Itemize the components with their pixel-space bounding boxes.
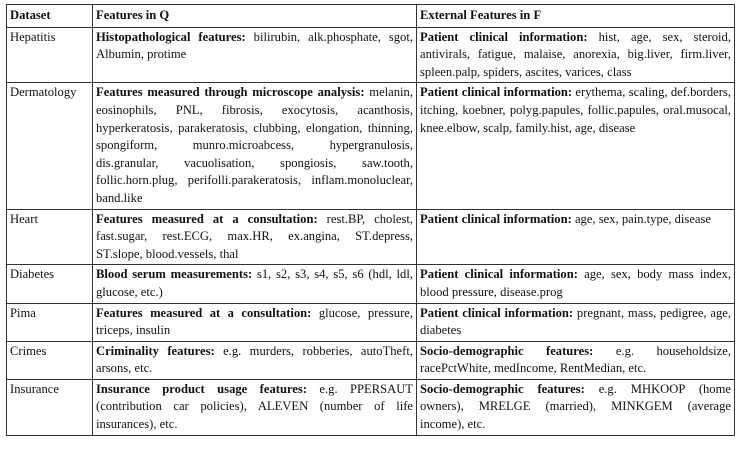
q-features-cell	[93, 209, 417, 265]
header-row	[7, 5, 735, 28]
table-row	[7, 265, 735, 303]
q-heading: Insurance product usage features:	[96, 381, 307, 396]
f-heading: Patient clinical information:	[420, 29, 588, 44]
f-features-cell	[417, 379, 735, 435]
header-features-q: Features in Q	[93, 5, 417, 28]
q-feature-list: rest.BP, cholest, fast.sugar, rest.ECG, max.HR, ex.angina, ST.depress, ST.slope, blood.vessels, thal	[96, 211, 413, 261]
header-external-features-f: External Features in F	[417, 5, 735, 28]
q-features-cell	[93, 379, 417, 435]
dataset-name: Dermatology	[7, 83, 93, 209]
q-features-cell	[93, 303, 417, 341]
q-feature-list: e.g. murders, robberies, autoTheft, arsons, etc.	[96, 343, 413, 376]
f-feature-list: e.g. householdsize, racePctWhite, medIncome, RentMedian, etc.	[420, 343, 732, 376]
f-heading: Patient clinical information:	[420, 211, 572, 226]
q-features-cell	[93, 341, 417, 379]
f-features-cell	[417, 341, 735, 379]
q-feature-list: melanin, eosinophils, PNL, fibrosis, exocytosis, acanthosis, hyperkeratosis, parakeratosis, clubbing, elongation, thinning, spongiform, munro.microabcess, hypergranulosis, dis.granular, vacuolisation, spongiosis, saw.tooth, follic.horn.plug, perifolli.parakeratosis, inflam.monoluclear, band.like	[96, 85, 413, 205]
q-heading: Histopathological features:	[96, 29, 246, 44]
q-heading: Features measured at a consultation:	[96, 211, 318, 226]
q-heading: Features measured at a consultation:	[96, 305, 312, 320]
dataset-name: Pima	[7, 303, 93, 341]
table-row	[7, 27, 735, 83]
dataset-name: Hepatitis	[7, 27, 93, 83]
f-feature-list: e.g. MHKOOP (home owners), MRELGE (married), MINKGEM (average income), etc.	[420, 381, 731, 432]
q-feature-list: bilirubin, alk.phosphate, sgot, Albumin, protime	[96, 29, 413, 62]
f-heading: Socio-demographic features:	[420, 381, 585, 396]
q-heading: Features measured through microscope analysis:	[96, 85, 365, 100]
f-heading: Patient clinical information:	[420, 305, 574, 320]
f-feature-list: erythema, scaling, def.borders, itching, koebner, polyg.papules, follic.papules, oral.musocal, knee.elbow, scalp, family.hist, age, disease	[420, 85, 731, 135]
table-row	[7, 379, 735, 435]
table-row	[7, 303, 735, 341]
features-table	[6, 4, 735, 436]
dataset-name: Insurance	[7, 379, 93, 435]
q-heading: Blood serum measurements:	[96, 267, 253, 282]
f-features-cell	[417, 83, 735, 209]
q-features-cell	[93, 83, 417, 209]
q-features-cell	[93, 27, 417, 83]
q-features-cell	[93, 265, 417, 303]
table-row	[7, 209, 735, 265]
f-heading: Patient clinical information:	[420, 267, 578, 282]
dataset-name: Heart	[7, 209, 93, 265]
f-heading: Patient clinical information:	[420, 85, 573, 100]
f-feature-list: hist, age, sex, steroid, antivirals, fatigue, malaise, anorexia, big.liver, firm.liver, spleen.palp, spiders, ascites, varices, class	[420, 29, 731, 79]
dataset-name: Crimes	[7, 341, 93, 379]
f-feature-list: age, sex, pain.type, disease	[571, 211, 711, 226]
f-features-cell	[417, 209, 735, 265]
f-feature-list: pregnant, mass, pedigree, age, diabetes	[420, 305, 731, 338]
table-row	[7, 341, 735, 379]
f-heading: Socio-demographic features:	[420, 343, 594, 358]
q-feature-list: glucose, pressure, triceps, insulin	[96, 305, 413, 338]
q-heading: Criminality features:	[96, 343, 215, 358]
q-feature-list: e.g. PPERSAUT (contribution car policies), ALEVEN (number of life insurances), etc.	[96, 381, 413, 432]
f-feature-list: age, sex, body mass index, blood pressure, disease.prog	[420, 267, 731, 299]
header-dataset: Dataset	[7, 5, 93, 28]
q-feature-list: s1, s2, s3, s4, s5, s6 (hdl, ldl, glucose, etc.)	[96, 267, 413, 299]
f-features-cell	[417, 303, 735, 341]
dataset-name: Diabetes	[7, 265, 93, 303]
f-features-cell	[417, 27, 735, 83]
table-row	[7, 83, 735, 209]
f-features-cell	[417, 265, 735, 303]
